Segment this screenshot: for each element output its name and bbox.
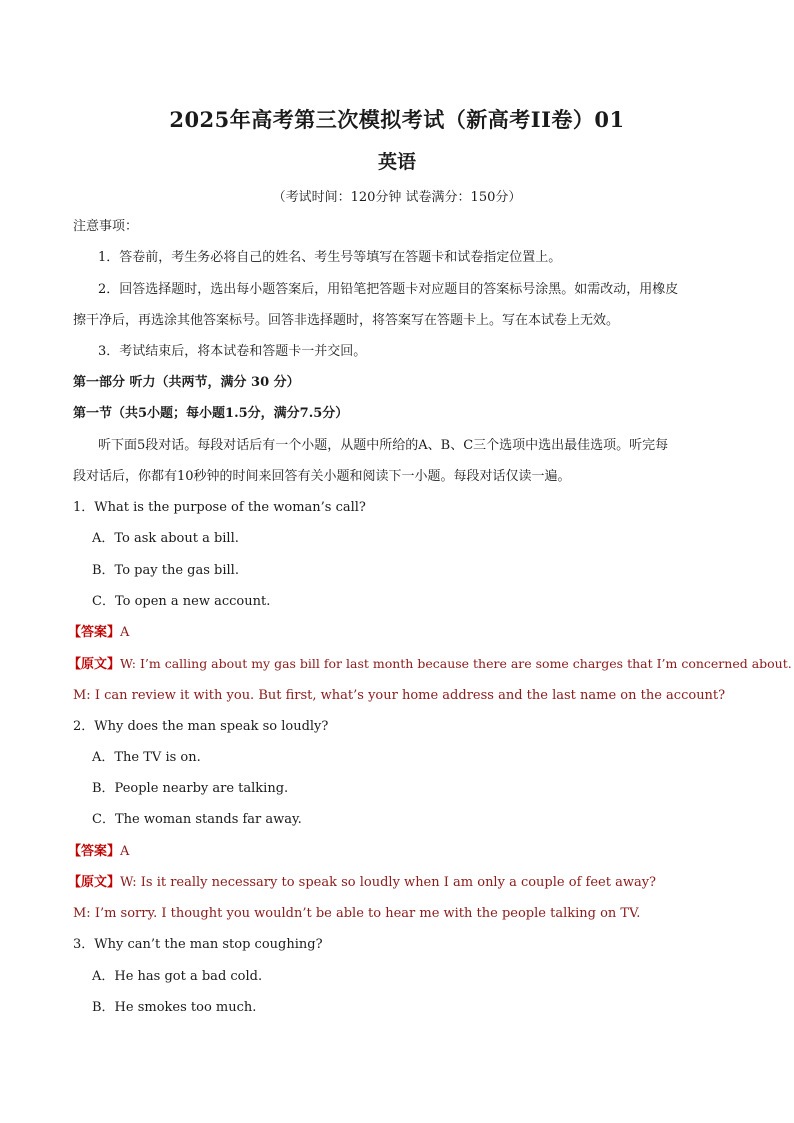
notice-heading: 注意事项： [73,219,139,234]
part1-heading: 第一部分 听力（共两节，满分 30 分） [73,375,300,390]
exam-title: 2025年高考第三次模拟考试（新高考II卷）01 [169,107,625,132]
notice-item-3: 3．考试结束后，将本试卷和答题卡一并交回。 [98,344,367,359]
transcript-text: W: I’m calling about my gas bill for last month because there are some charges that I’m concerned about. [120,656,792,671]
answer-tag: 【答案】 [68,625,121,640]
question-1-option-b: B．To pay the gas bill. [92,563,239,578]
question-2-option-c: C．The woman stands far away. [92,812,302,827]
notice-item-2-line-1: 2．回答选择题时，选出每小题答案后，用铅笔把答题卡对应题目的答案标号涂黑。如需改动，用橡皮 [98,282,679,297]
question-2-stem: 2．Why does the man speak so loudly? [73,719,329,734]
question-1-stem: 1．What is the purpose of the woman’s call? [73,500,366,515]
notice-item-2-line-2: 擦干净后，再选涂其他答案标号。回答非选择题时，将答案写在答题卡上。写在本试卷上无效。 [73,313,620,328]
question-3-option-a: A．He has got a bad cold. [92,969,263,984]
question-2-transcript-line-2: M: I’m sorry. I thought you wouldn’t be able to hear me with the people talking on TV. [73,906,641,921]
exam-info: （考试时间：120分钟 试卷满分：150分） [272,190,522,205]
question-2-transcript-line-1 [68,873,656,893]
question-1-transcript-line-1 [68,654,792,675]
section1-heading: 第一节（共5小题；每小题1.5分，满分7.5分） [73,406,349,421]
notice-item-1: 1．答卷前，考生务必将自己的姓名、考生号等填写在答题卡和试卷指定位置上。 [98,250,562,265]
transcript-tag: 【原文】 [68,657,121,672]
question-2-answer [68,842,129,862]
question-1-option-c: C．To open a new account. [92,594,271,609]
question-1-answer [68,623,129,643]
question-1-transcript-line-2: M: I can review it with you. But first, what’s your home address and the last name on the account? [73,688,726,703]
answer-tag: 【答案】 [68,844,121,859]
question-3-option-b: B．He smokes too much. [92,1000,257,1015]
question-1-option-a: A．To ask about a bill. [92,531,239,546]
answer-value: A [120,625,130,640]
question-2-option-b: B．People nearby are talking. [92,781,289,796]
instructions-line-1: 听下面5段对话。每段对话后有一个小题，从题中所给的A、B、C三个选项中选出最佳选项。听完每 [98,438,669,453]
transcript-tag: 【原文】 [68,875,121,890]
answer-value: A [120,844,130,859]
instructions-line-2: 段对话后，你都有10秒钟的时间来回答有关小题和阅读下一小题。每段对话仅读一遍。 [73,469,571,484]
subject-title: 英语 [377,151,416,173]
question-2-option-a: A．The TV is on. [92,750,201,765]
transcript-text: W: Is it really necessary to speak so loudly when I am only a couple of feet away? [120,875,657,890]
question-3-stem: 3．Why can’t the man stop coughing? [73,937,323,952]
